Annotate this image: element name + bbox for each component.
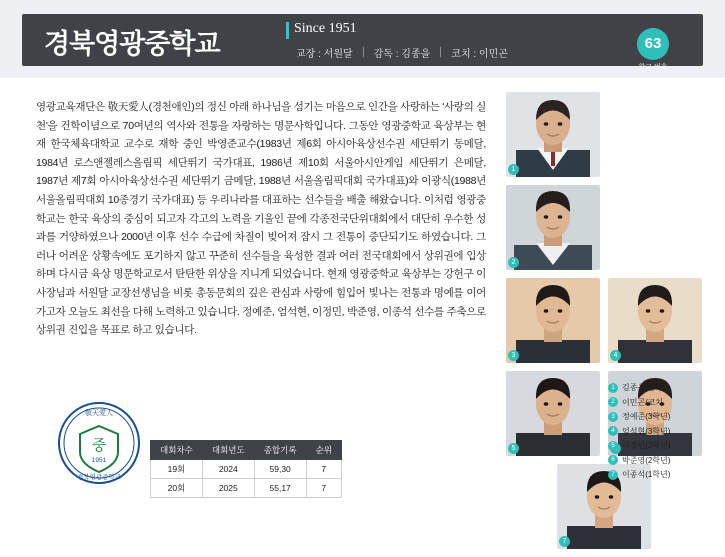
roster-number-2: 2: [608, 397, 618, 407]
table-header-row: [151, 441, 342, 460]
portrait-image-5: [506, 371, 600, 456]
photo-number-4: 4: [610, 350, 621, 361]
header-bar: [22, 14, 703, 71]
cell-record-1: 59,30: [254, 460, 306, 479]
roster-name-6: 박준영: [622, 455, 646, 465]
since-divider: [286, 22, 289, 39]
staff-row: [286, 44, 518, 60]
roster-name-5: 이정민: [622, 441, 646, 450]
school-emblem: [58, 402, 140, 484]
cell-round-1: 19회: [151, 460, 203, 479]
roster-sep-2: /: [645, 397, 648, 407]
results-table: [150, 440, 342, 498]
table-row: [151, 460, 342, 479]
list-item: [608, 411, 708, 422]
roster-name-2: 이민곤: [622, 397, 646, 407]
roster-name-3: 정예준: [622, 412, 646, 421]
roster-role-2: 코치: [647, 397, 663, 407]
portrait-image-3: [506, 278, 600, 363]
list-item: [608, 455, 708, 466]
photo-number-2: 2: [508, 257, 519, 268]
photo-number-5: 5: [508, 443, 519, 454]
list-item: [608, 426, 708, 437]
col-header-record: 종합기록: [254, 441, 306, 460]
emblem-graphic: [58, 402, 140, 484]
school-name: 경북영광중학교: [44, 29, 220, 59]
portrait-image-4: [608, 278, 702, 363]
roster-name-7: 이종석: [622, 470, 646, 479]
roster-role-4: (3학년): [645, 426, 671, 436]
cell-round-2: 20회: [151, 479, 203, 498]
col-header-rank: 순위: [306, 441, 341, 460]
photo-cell-2[interactable]: [506, 185, 600, 270]
school-number-value: 63: [637, 28, 669, 60]
roster-number-3: 3: [608, 412, 618, 422]
roster-number-6: 6: [608, 455, 618, 465]
photo-cell-4[interactable]: [608, 278, 702, 363]
photo-grid: [506, 92, 702, 557]
svg-text:경북영광중학교: 경북영광중학교: [77, 474, 121, 481]
roster-list: [608, 382, 708, 484]
photo-cell-1[interactable]: [506, 92, 600, 177]
cell-year-1: 2024: [202, 460, 254, 479]
roster-role-5: (3학년): [645, 441, 671, 450]
cell-rank-2: 7: [306, 479, 341, 498]
list-item: [608, 397, 708, 408]
photo-cell-3[interactable]: [506, 278, 600, 363]
list-item: [608, 469, 708, 480]
roster-number-4: 4: [608, 426, 618, 436]
cell-record-2: 55,17: [254, 479, 306, 498]
table-row: [151, 479, 342, 498]
svg-text:중: 중: [91, 438, 107, 454]
portrait-image-1: [506, 92, 600, 177]
roster-sep-1: /: [645, 383, 648, 392]
roster-role-1: 감독: [647, 383, 663, 392]
roster-number-5: 5: [608, 441, 618, 451]
photo-row-2: [506, 185, 702, 270]
col-header-round: 대회차수: [151, 441, 203, 460]
cell-rank-1: 7: [306, 460, 341, 479]
portrait-image-2: [506, 185, 600, 270]
staff-coach: 코치 : 이민곤: [451, 48, 508, 60]
school-number-badge: [627, 28, 679, 72]
photo-number-3: 3: [508, 350, 519, 361]
roster-name-4: 엄석현: [622, 426, 646, 436]
photo-row-3: [506, 278, 702, 363]
roster-role-7: (1학년): [645, 470, 671, 479]
roster-number-7: 7: [608, 470, 618, 480]
introduction-paragraph: 영광교육재단은 敬天愛人(경천애인)의 정신 아래 하나님을 섬기는 마음으로 인간을 사랑하는 '사랑의 실천'을 건학이념으로 70여년의 역사와 전통을 자랑하는 명문사학입니다. 그동안 영광중학교 육상부는 현재 한국체육대학교 교수로 재학 중인 박영준교수(1983년 제6회 아시아육상선수권 세단뛰기 동메달, 1984년 로스앤젤레스올림픽 세단뛰기 국가대표, 1986년 제10회 서울아시안게임 세단뛰기 은메달, 1987년 제7회 아시아육상선수권 세단뛰기 금메달, 1988년 서울올림픽대회 국가대표)와 이광식(1988년 서울올림픽대회 10종경기 국가대표) 등 우리나라를 대표하는 선수들을 배출 해왔습니다. 이처럼 영광중학교는 한국 육상의 중심이 되고자 각고의 노력을 기울인 끝에 각종전국단위대회에서 대단히 우수한 성과를 거양하였으나 2000년 이후 선수 수급에 차질이 빚어져 잠시 그 전통이 중단되기도 하였습니다. 그러나 어려운 상황속에도 포기하지 않고 꾸준히 선수들을 육성한 결과 여러 전국대회에서 상위권에 입상하며 다시금 육상 명문학교로서 탄탄한 위상을 지니게 되었습니다. 현재 영광중학교 육상부는 강헌구 이사장님과 서원달 교장선생님을 비롯 총동문회의 깊은 관심과 사랑에 힘입어 빛나는 전통과 명예를 이어가고자 오늘도 최선을 다해 노력하고 있습니다. 정예준, 엄석현, 이정민, 박준영, 이종석 선수를 주축으로 상위권 진입을 목표로 하고 있습니다.: [36, 101, 486, 337]
list-item: [608, 440, 708, 451]
staff-principal: 교장 : 서원달: [296, 48, 353, 60]
photo-row-1: [506, 92, 702, 177]
cell-year-2: 2025: [202, 479, 254, 498]
roster-name-1: 김종을: [622, 383, 646, 392]
list-item: [608, 382, 708, 393]
school-number-label: 학교 번호: [638, 64, 668, 71]
since-text: Since 1951: [294, 21, 357, 36]
svg-text:1951: 1951: [91, 457, 107, 464]
staff-director: 감독 : 김종을: [373, 48, 431, 60]
roster-role-3: (3학년): [645, 412, 671, 421]
photo-number-7: 7: [559, 536, 570, 547]
col-header-year: 대회년도: [202, 441, 254, 460]
svg-text:敬天愛人: 敬天愛人: [85, 409, 113, 417]
roster-number-1: 1: [608, 383, 618, 393]
roster-role-6: (2학년): [645, 455, 671, 465]
page-header: [0, 0, 725, 78]
photo-number-1: 1: [508, 164, 519, 175]
photo-cell-5[interactable]: [506, 371, 600, 456]
